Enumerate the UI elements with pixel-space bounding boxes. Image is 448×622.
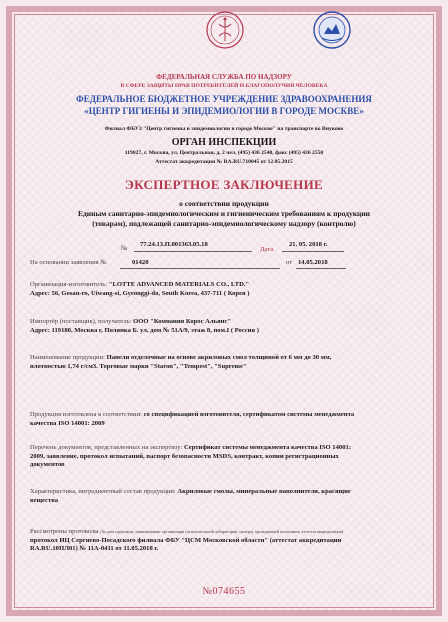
- compliance-line-3: (товарам), подлежащей санитарно-эпидемиологическому надзору (контролю): [92, 219, 356, 228]
- document-title: ЭКСПЕРТНОЕ ЗАКЛЮЧЕНИЕ: [125, 177, 323, 192]
- branch-line: Филиал ФБУЗ "Центр гигиены и эпидемиологии в городе Москве" на транспорте во Внуково: [104, 126, 344, 132]
- institution-line-2: «ЦЕНТР ГИГИЕНЫ И ЭПИДЕМИОЛОГИИ В ГОРОДЕ МОСКВЕ»: [84, 106, 364, 116]
- protocols-label: Рассмотрены протоколы: [30, 528, 99, 535]
- compliance-line-2: Единым санитарно-эпидемиологическим и гигиеническим требованиям к продукции: [78, 209, 370, 218]
- documents-text-1: Сертификат системы менеджмента качества ISO 14001:: [183, 444, 351, 451]
- application-date-underline: [296, 268, 346, 269]
- importer-name: ООО "Компания Корос Альянс": [133, 318, 232, 325]
- documents-text-2: 2009, заявление, протокол испытаний, паспорт безопасности MSDS, контракт, копии регистрационных: [30, 452, 339, 460]
- composition-text-2: вещества: [30, 496, 59, 504]
- institution-line-1: ФЕДЕРАЛЬНОЕ БЮДЖЕТНОЕ УЧРЕЖДЕНИЕ ЗДРАВООХРАНЕНИЯ: [76, 94, 372, 104]
- composition-text-1: Акриловые смолы, минеральные наполнители, красящие: [177, 488, 351, 495]
- composition-block: [30, 488, 420, 505]
- compliance-line-1: о соответствии продукции: [179, 199, 269, 208]
- documents-text-3: документов: [30, 461, 65, 469]
- number-label: №: [121, 245, 128, 252]
- composition-label: Характеристика, ингредиентный состав продукции:: [30, 488, 176, 495]
- manufacturer-label: Организация-изготовитель:: [30, 281, 108, 288]
- product-text-1: Панели отделочные на основе акриловых смол толщиной от 6 мм до 30 мм,: [106, 354, 332, 361]
- application-date: 14.05.2018: [298, 259, 328, 266]
- product-text-2: плотностью 1,74 г/см3. Торговые марки "Staron", "Tempest", "Supreme": [30, 362, 247, 370]
- application-label: На основании заявления №: [30, 259, 107, 266]
- serial-number: №074655: [202, 586, 246, 597]
- certificate-number: 77.24.13.П.001363.05.18: [140, 241, 208, 248]
- manufacturer-block: [30, 281, 420, 298]
- product-block: [30, 354, 420, 371]
- moscow-center-emblem-icon: [312, 10, 352, 50]
- service-line-2: В СФЕРЕ ЗАЩИТЫ ПРАВ ПОТРЕБИТЕЛЕЙ И БЛАГОПОЛУЧИЯ ЧЕЛОВЕКА: [120, 83, 328, 89]
- importer-address: Адрес: 119180, Москва г, Полянка Б. ул, дом № 51А/9, этаж 8, пом.I ( Россия ): [30, 326, 259, 334]
- application-from-label: от: [286, 259, 293, 266]
- accreditation-line: Аттестат аккредитации № RA.RU.710045 от 12.05.2015: [155, 159, 293, 165]
- protocols-text-2: RA.RU.10ПЛ01) № 11А-0411 от 11.05.2018 г.: [30, 545, 159, 553]
- made-per-text-2: качества ISO 14001: 2009: [30, 419, 105, 427]
- documents-block: [30, 444, 420, 470]
- importer-label: Импортёр (поставщик), получатель:: [30, 318, 132, 325]
- made-per-text-1: со спецификацией изготовителя, сертификатом системы менеджмента: [143, 411, 355, 418]
- manufacturer-name: "LOTTE ADVANCED MATERIALS CO., LTD.": [108, 281, 250, 288]
- date-underline: [282, 251, 344, 252]
- made-per-label: Продукция изготовлена в соответствии:: [30, 411, 142, 418]
- documents-label: Перечень документов, представленных на экспертизу:: [30, 444, 183, 451]
- protocols-text-1: протокол ИЦ Сергиево-Посадского филиала ФБУ "ЦСМ Московской области" (аттестат аккредитации: [30, 536, 342, 544]
- date-label: Дата: [260, 246, 274, 253]
- protocols-block: [30, 528, 420, 554]
- org-title: ОРГАН ИНСПЕКЦИИ: [171, 137, 277, 148]
- importer-block: [30, 318, 420, 335]
- certificate-date: 21. 05. 2018 г.: [289, 241, 328, 248]
- made-per-block: [30, 411, 420, 428]
- application-number: 01420: [132, 259, 149, 266]
- manufacturer-address: Адрес: 56, Gosan-ro, Uiwang-si, Gyeonggi-do, South Korea, 437-711 ( Корея ): [30, 289, 250, 297]
- product-label: Наименование продукции:: [30, 354, 105, 361]
- service-line-1: ФЕДЕРАЛЬНАЯ СЛУЖБА ПО НАДЗОРУ: [156, 73, 292, 81]
- number-underline: [134, 251, 252, 252]
- protocols-note: (№,дата протокола, наименование организации (испытательной лаборатории, центра), проводившей испытания, аттестат аккредитации): [100, 529, 344, 534]
- address-line: 119027, г. Москва, ул. Центральная, д. 2 чел. (495) 436 2548, факс (495) 436 2550: [124, 150, 324, 156]
- rospotrebnadzor-emblem-icon: [205, 10, 245, 50]
- application-underline: [120, 268, 280, 269]
